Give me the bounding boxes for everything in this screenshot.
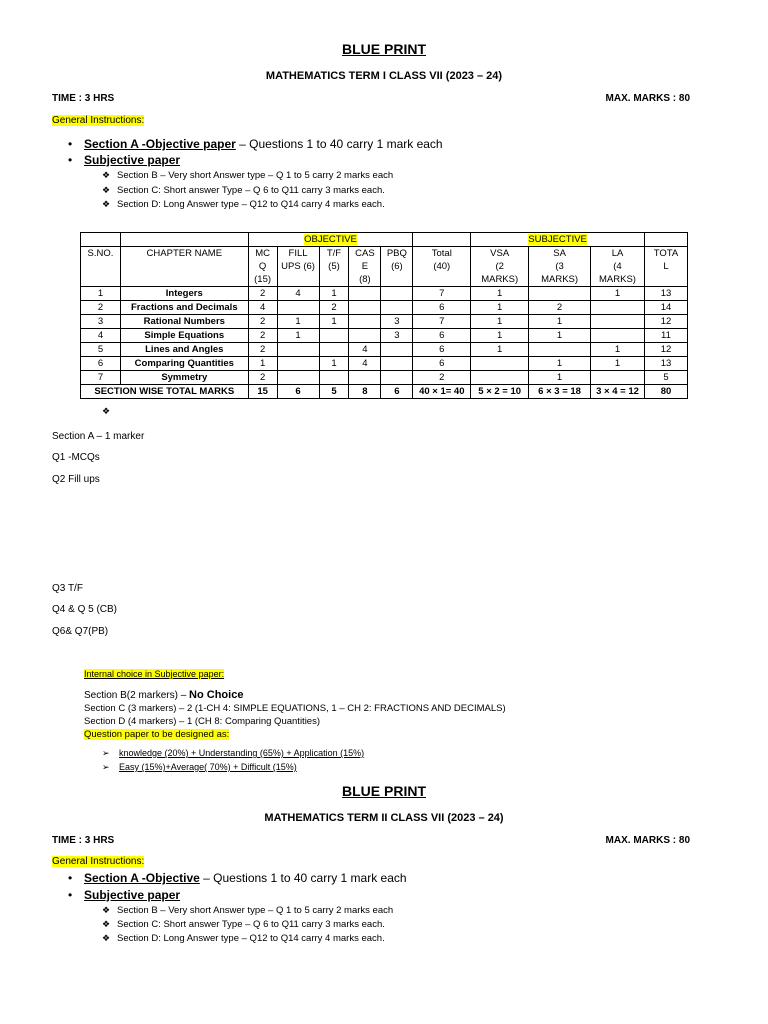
table-cell: 12 — [644, 343, 687, 357]
table-cell — [591, 315, 645, 329]
page2-bullet-section-a: • Section A -Objective – Questions 1 to 40 carry 1 mark each — [68, 871, 407, 885]
q2-label: Q2 Fill ups — [52, 474, 100, 485]
table-cell — [319, 371, 349, 385]
page2-time-label: TIME : 3 HRS — [52, 835, 115, 846]
total-cell: 6 × 3 = 18 — [529, 385, 591, 399]
table-cell: 1 — [471, 287, 529, 301]
column-header: Total (40) — [413, 247, 471, 287]
table-cell: 4 — [81, 329, 121, 343]
column-header: T/F (5) — [319, 247, 349, 287]
table-row — [81, 287, 688, 301]
page2-max-marks-label: MAX. MARKS : 80 — [605, 835, 690, 846]
table-cell: 12 — [644, 315, 687, 329]
column-header: MC Q (15) — [248, 247, 277, 287]
diamond-icon: ❖ — [102, 905, 111, 915]
page2-general-instructions-heading: General Instructions: — [52, 856, 145, 867]
design-item: ➢ Easy (15%)+Average( 70%) + Difficult (15%) — [102, 762, 297, 772]
table-cell — [349, 301, 381, 315]
internal-choice-b: Section B(2 markers) – No Choice — [84, 689, 244, 701]
table-cell — [349, 315, 381, 329]
table-cell: 13 — [644, 287, 687, 301]
page2-sub-item: ❖ Section B – Very short Answer type – Q 1 to 5 carry 2 marks each — [102, 905, 394, 916]
design-heading: Question paper to be designed as: — [84, 729, 230, 740]
table-cell: 2 — [248, 287, 277, 301]
table-cell: 1 — [529, 329, 591, 343]
blueprint-table — [80, 232, 688, 399]
table-cell: 2 — [248, 343, 277, 357]
table-cell — [529, 287, 591, 301]
table-row — [81, 371, 688, 385]
subjective-label: Subjective paper — [84, 153, 181, 167]
time-label: TIME : 3 HRS — [52, 93, 115, 104]
table-cell: Integers — [120, 287, 248, 301]
section-a-marker: Section A – 1 marker — [52, 431, 145, 442]
table-cell: 1 — [277, 329, 319, 343]
table-cell — [349, 329, 381, 343]
table-cell — [277, 357, 319, 371]
table-cell: 1 — [591, 343, 645, 357]
q1-label: Q1 -MCQs — [52, 452, 100, 463]
table-cell: 1 — [81, 287, 121, 301]
total-cell: SECTION WISE TOTAL MARKS — [81, 385, 249, 399]
table-cell: 4 — [349, 357, 381, 371]
table-cell: Lines and Angles — [120, 343, 248, 357]
table-header-row — [81, 247, 688, 287]
table-cell: 6 — [81, 357, 121, 371]
table-cell: Symmetry — [120, 371, 248, 385]
q4-label: Q4 & Q 5 (CB) — [52, 604, 118, 615]
table-cell: 7 — [413, 315, 471, 329]
table-row — [81, 301, 688, 315]
table-group-row — [81, 233, 688, 247]
table-cell: 3 — [381, 329, 413, 343]
page2-sub-item: ❖ Section C: Short answer Type – Q 6 to Q11 carry 3 marks each. — [102, 919, 385, 930]
table-cell: 1 — [471, 315, 529, 329]
table-row — [81, 343, 688, 357]
table-cell — [471, 357, 529, 371]
total-cell: 5 × 2 = 10 — [471, 385, 529, 399]
table-cell: 6 — [413, 301, 471, 315]
diamond-icon: ❖ — [102, 170, 111, 180]
page2-bullet-subjective: • Subjective paper — [68, 888, 181, 902]
q3-label: Q3 T/F — [52, 583, 83, 594]
diamond-icon: ❖ — [102, 185, 111, 195]
table-cell: 5 — [81, 343, 121, 357]
table-cell — [471, 371, 529, 385]
table-cell: 1 — [529, 371, 591, 385]
table-cell — [349, 371, 381, 385]
page-subtitle: MATHEMATICS TERM I CLASS VII (2023 – 24) — [265, 70, 503, 82]
table-cell — [591, 371, 645, 385]
diamond-icon: ❖ — [102, 406, 111, 416]
page2-sub-item: ❖ Section D: Long Answer type – Q12 to Q14 carry 4 marks each. — [102, 933, 385, 944]
table-cell: 2 — [529, 301, 591, 315]
page2-subtitle: MATHEMATICS TERM II CLASS VII (2023 – 24) — [264, 812, 504, 824]
table-cell: 4 — [248, 301, 277, 315]
page-title: BLUE PRINT — [342, 41, 426, 57]
table-cell — [381, 301, 413, 315]
table-cell: 2 — [413, 371, 471, 385]
column-header: FILL UPS (6) — [277, 247, 319, 287]
table-cell — [277, 343, 319, 357]
total-cell: 6 — [381, 385, 413, 399]
diamond-icon: ❖ — [102, 933, 111, 943]
table-cell: 1 — [319, 357, 349, 371]
table-cell: 1 — [471, 329, 529, 343]
table-cell — [381, 357, 413, 371]
table-cell — [319, 329, 349, 343]
diamond-icon: ❖ — [102, 919, 111, 929]
table-cell — [349, 287, 381, 301]
total-cell: 80 — [644, 385, 687, 399]
column-header: S.NO. — [81, 247, 121, 287]
table-cell: 2 — [81, 301, 121, 315]
table-cell: 1 — [591, 357, 645, 371]
internal-choice-c: Section C (3 markers) – 2 (1-CH 4: SIMPLE EQUATIONS, 1 – CH 2: FRACTIONS AND DECIMALS) — [84, 703, 506, 714]
sub-item: ❖ Section C: Short answer Type – Q 6 to Q11 carry 3 marks each. — [102, 185, 385, 196]
column-header: TOTA L — [644, 247, 687, 287]
page2-title: BLUE PRINT — [342, 783, 426, 799]
table-cell: 2 — [319, 301, 349, 315]
table-cell: 3 — [81, 315, 121, 329]
table-cell: 6 — [413, 343, 471, 357]
table-cell — [381, 343, 413, 357]
table-cell: 1 — [319, 287, 349, 301]
table-cell: 1 — [591, 287, 645, 301]
arrow-icon: ➢ — [102, 748, 110, 758]
section-a-label: Section A -Objective paper — [84, 137, 236, 151]
table-cell: 2 — [248, 315, 277, 329]
table-cell: 7 — [413, 287, 471, 301]
column-header: PBQ (6) — [381, 247, 413, 287]
column-header: LA (4 MARKS) — [591, 247, 645, 287]
table-cell — [381, 287, 413, 301]
sub-item: ❖ Section B – Very short Answer type – Q 1 to 5 carry 2 marks each — [102, 170, 394, 181]
bullet-subjective: • Subjective paper — [68, 153, 181, 167]
diamond-icon: ❖ — [102, 199, 111, 209]
table-cell: 6 — [413, 329, 471, 343]
table-cell: 7 — [81, 371, 121, 385]
table-cell: Comparing Quantities — [120, 357, 248, 371]
table-total-row — [81, 385, 688, 399]
total-cell: 5 — [319, 385, 349, 399]
table-cell: 13 — [644, 357, 687, 371]
table-row — [81, 329, 688, 343]
column-header: CHAPTER NAME — [120, 247, 248, 287]
table-cell: 1 — [277, 315, 319, 329]
table-row — [81, 357, 688, 371]
table-cell: Simple Equations — [120, 329, 248, 343]
max-marks-label: MAX. MARKS : 80 — [605, 93, 690, 104]
total-cell: 6 — [277, 385, 319, 399]
table-cell: 4 — [349, 343, 381, 357]
table-row — [81, 315, 688, 329]
table-cell: 1 — [248, 357, 277, 371]
internal-choice-d: Section D (4 markers) – 1 (CH 8: Comparing Quantities) — [84, 716, 320, 727]
arrow-icon: ➢ — [102, 762, 110, 772]
table-cell: 14 — [644, 301, 687, 315]
table-cell: 1 — [319, 315, 349, 329]
table-cell: 1 — [471, 301, 529, 315]
general-instructions-heading: General Instructions: — [52, 115, 145, 126]
total-cell: 40 × 1= 40 — [413, 385, 471, 399]
total-cell: 8 — [349, 385, 381, 399]
table-cell: 5 — [644, 371, 687, 385]
table-cell: 1 — [529, 315, 591, 329]
table-cell — [529, 343, 591, 357]
design-item: ➢ knowledge (20%) + Understanding (65%) + Application (15%) — [102, 748, 365, 758]
table-cell: 11 — [644, 329, 687, 343]
table-cell: 2 — [248, 371, 277, 385]
table-cell: 2 — [248, 329, 277, 343]
subjective-group-header: SUBJECTIVE — [528, 234, 587, 245]
table-cell: 4 — [277, 287, 319, 301]
bullet-section-a: • Section A -Objective paper – Questions 1 to 40 carry 1 mark each — [68, 137, 443, 151]
table-cell: Fractions and Decimals — [120, 301, 248, 315]
section-a-desc: – Questions 1 to 40 carry 1 mark each — [235, 137, 443, 151]
total-cell: 15 — [248, 385, 277, 399]
column-header: VSA (2 MARKS) — [471, 247, 529, 287]
sub-item: ❖ Section D: Long Answer type – Q12 to Q14 carry 4 marks each. — [102, 199, 385, 210]
table-cell — [591, 329, 645, 343]
column-header: SA (3 MARKS) — [529, 247, 591, 287]
table-cell — [319, 343, 349, 357]
q6-label: Q6& Q7(PB) — [52, 626, 109, 637]
table-cell — [591, 301, 645, 315]
objective-group-header: OBJECTIVE — [304, 234, 357, 245]
column-header: CAS E (8) — [349, 247, 381, 287]
total-cell: 3 × 4 = 12 — [591, 385, 645, 399]
table-cell — [277, 371, 319, 385]
internal-choice-heading: Internal choice in Subjective paper: — [84, 669, 225, 679]
table-cell: 6 — [413, 357, 471, 371]
table-cell: 1 — [529, 357, 591, 371]
table-cell: 3 — [381, 315, 413, 329]
table-cell: Rational Numbers — [120, 315, 248, 329]
table-cell — [381, 371, 413, 385]
table-cell: 1 — [471, 343, 529, 357]
table-cell — [277, 301, 319, 315]
